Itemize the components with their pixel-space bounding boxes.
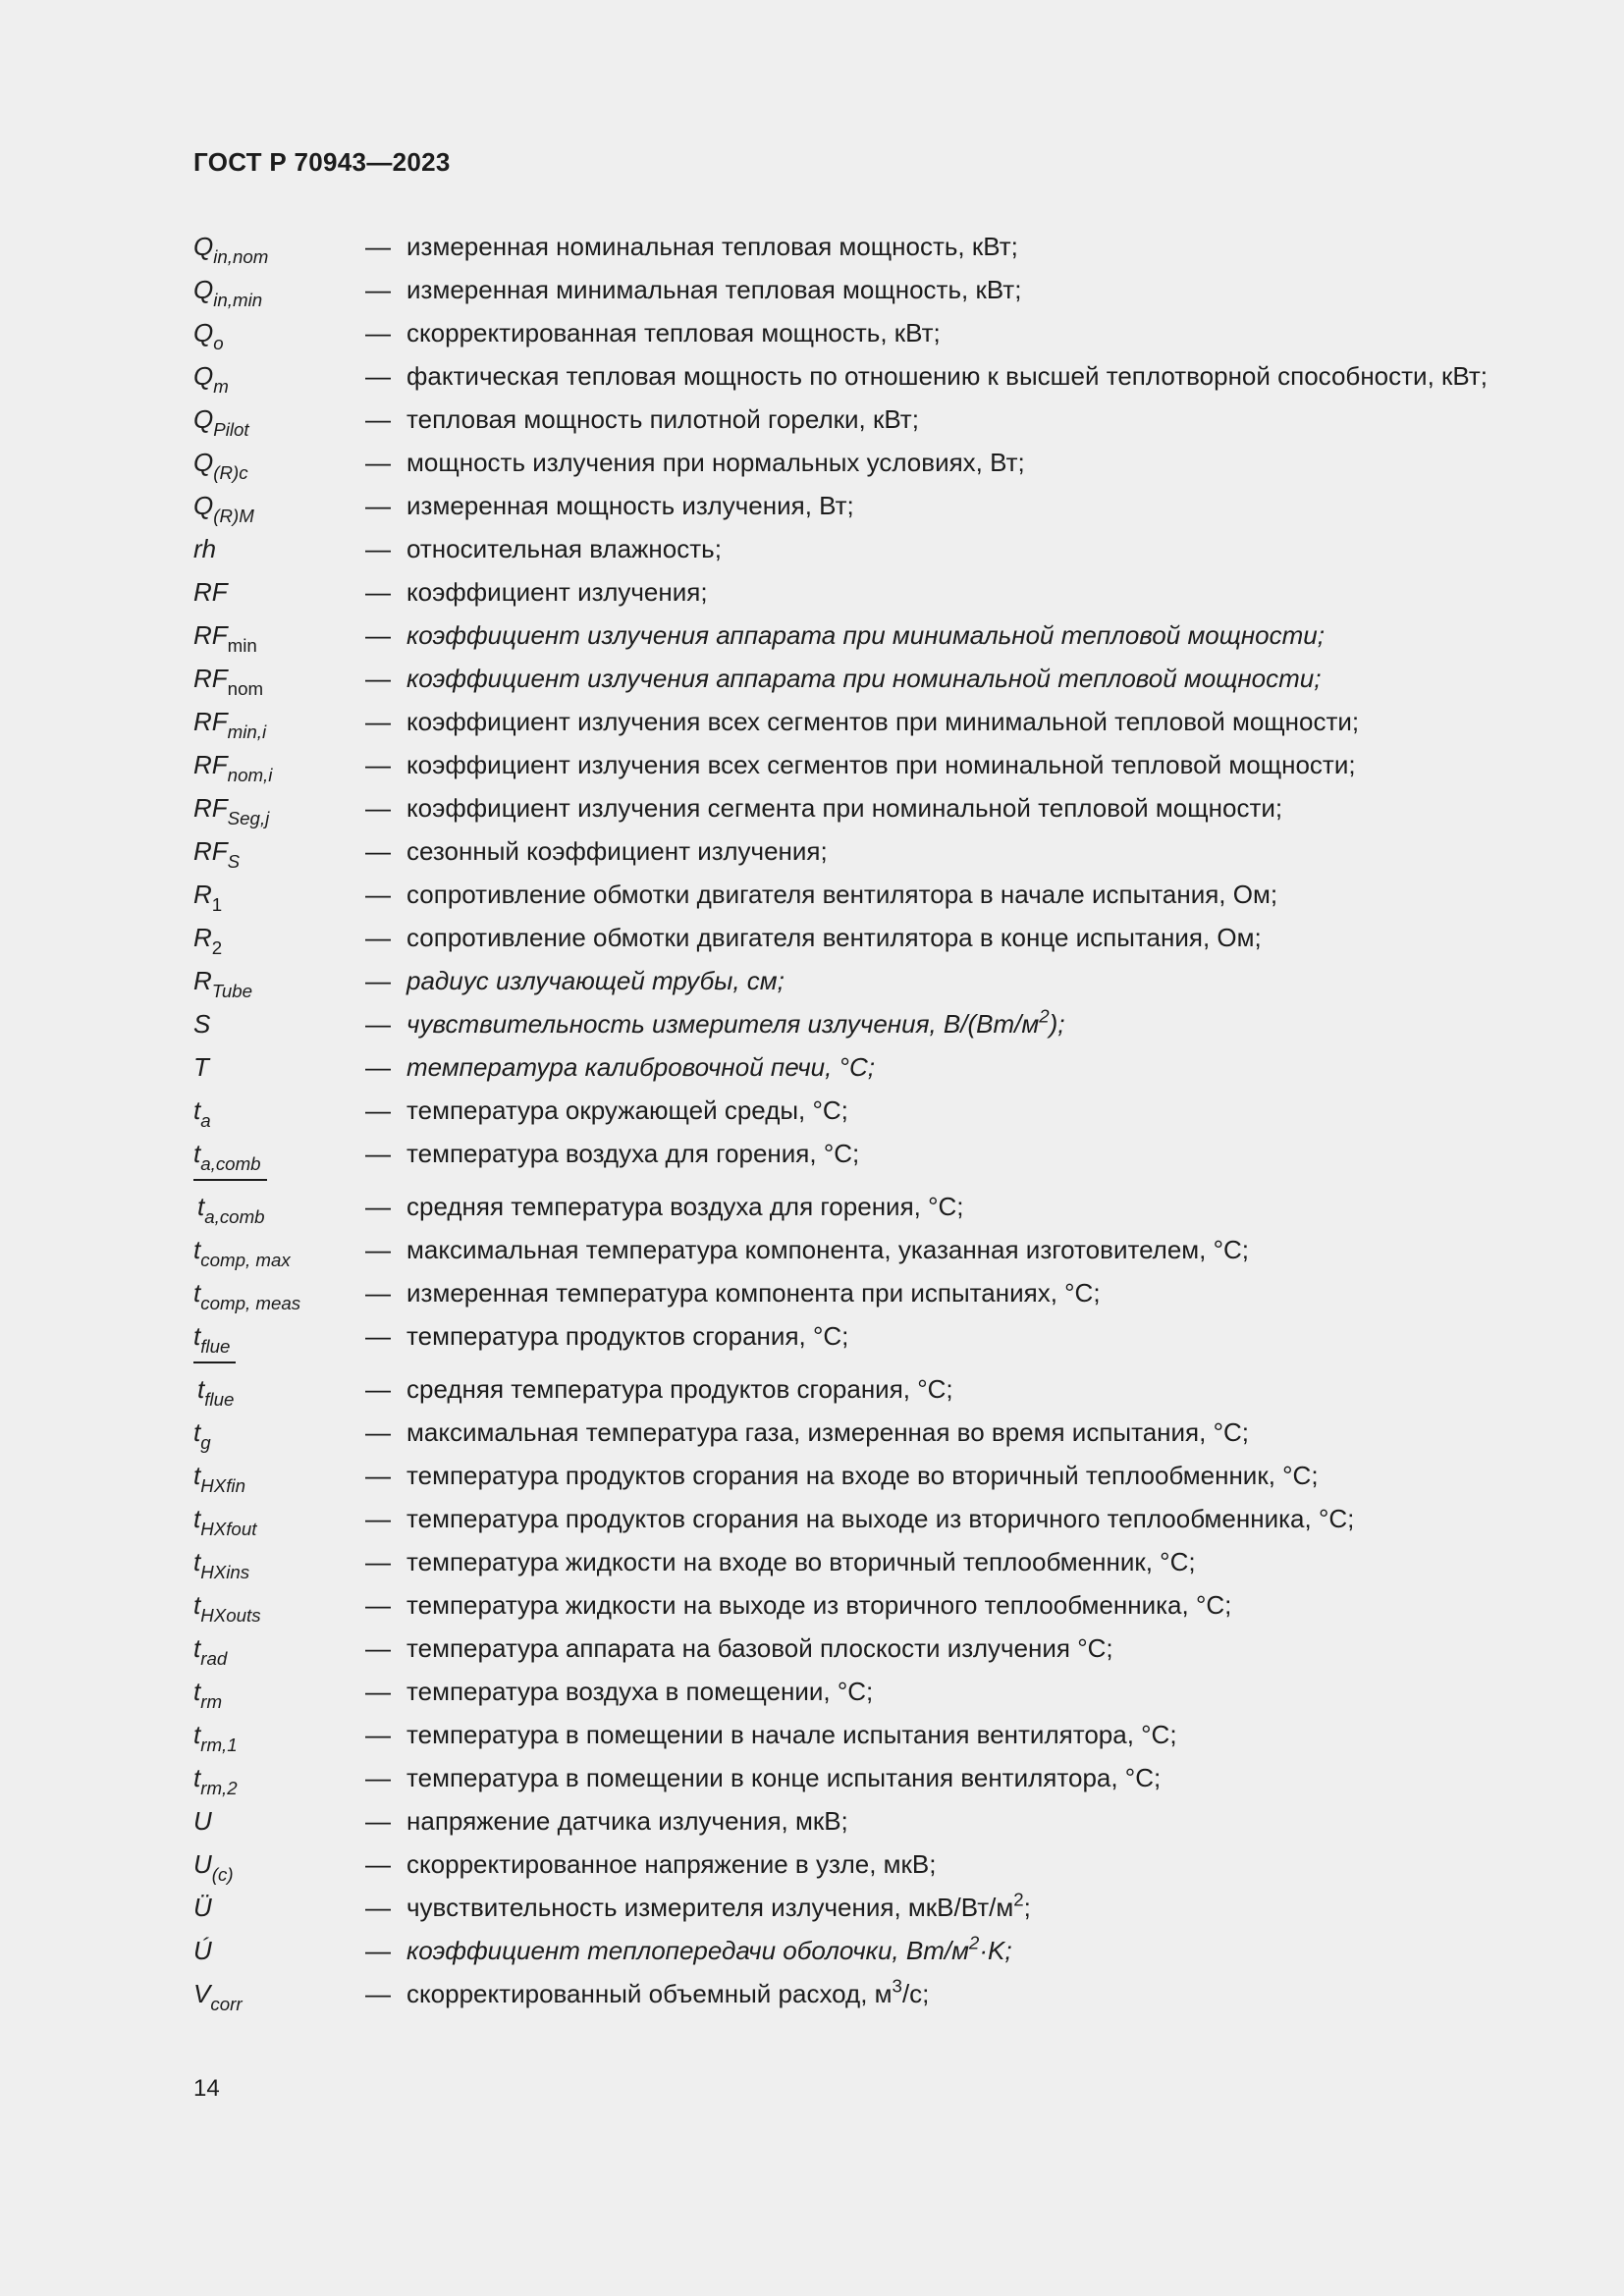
list-item [193,749,1509,785]
symbol: Ú [193,1936,212,1965]
list-item [193,1460,1509,1496]
dash: — [365,923,391,952]
list-item [193,533,1509,565]
description: температура воздуха в помещении, °С; [406,1677,874,1706]
dash: — [365,1849,391,1879]
list-item [193,447,1509,483]
symbol: $t_{rm,1}$ [193,1720,238,1755]
list-item [193,835,1509,872]
symbol: $R_2$ [193,923,223,958]
description: температура продуктов сгорания на входе во вторичный теплообменник, °С; [406,1461,1319,1490]
list-item [193,1416,1509,1453]
description: коэффициент излучения всех сегментов при минимальной тепловой мощности; [406,707,1360,736]
list-item [193,1320,1509,1357]
symbol: $Q_{Pilot}$ [193,404,249,440]
list-item [193,1848,1509,1885]
symbol: $RF_S$ [193,836,241,872]
symbol: $t_{comp, max}$ [193,1235,291,1270]
list-item [193,1360,1509,1410]
list-item [193,1632,1509,1669]
symbol: $t_{HXfout}$ [193,1504,257,1539]
dash: — [365,620,391,650]
dash: — [365,1139,391,1168]
description: коэффициент излучения; [406,577,708,607]
list-item [193,1589,1509,1626]
description: коэффициент излучения сегмента при номинальной тепловой мощности; [406,793,1283,823]
symbol: RF [193,577,228,607]
symbol: Ü [193,1893,212,1922]
list-item [193,1138,1509,1174]
dash: — [365,1979,391,2008]
description: коэффициент излучения всех сегментов при номинальной тепловой мощности; [406,750,1356,779]
description: скорректированное напряжение в узле, мкВ; [406,1849,937,1879]
symbol: $R_{Tube}$ [193,966,253,1001]
description: температура калибровочной печи, °С; [406,1052,875,1082]
dash: — [365,1936,391,1965]
symbol: $t_{HXins}$ [193,1547,250,1582]
symbol: $RF_{nom,i}$ [193,750,273,785]
list-item [193,1676,1509,1712]
dash: — [365,318,391,347]
dash: — [365,404,391,434]
page-number: 14 [193,2075,220,2102]
symbol: $t_{flue}$ [193,1321,231,1357]
symbol: $Q_o$ [193,318,224,353]
dash: — [365,966,391,995]
dash: — [365,1235,391,1264]
dash: — [365,1321,391,1351]
description: температура продуктов сгорания на выходе из вторичного теплообменника, °С; [406,1504,1355,1533]
dash: — [365,1590,391,1620]
list-item [193,403,1509,440]
list-item [193,1277,1509,1313]
description: температура в помещении в начале испытания вентилятора, °С; [406,1720,1177,1749]
list-item [193,274,1509,310]
dash: — [365,1278,391,1308]
dash: — [365,1720,391,1749]
list-item [193,1762,1509,1798]
description: тепловая мощность пилотной горелки, кВт; [406,404,919,434]
description: сезонный коэффициент излучения; [406,836,828,866]
list-item [193,1546,1509,1582]
description: максимальная температура газа, измеренная во время испытания, °С; [406,1417,1249,1447]
symbol: $Q_m$ [193,361,229,397]
description: относительная влажность; [406,534,722,563]
symbol: $RF_{nom}$ [193,664,264,699]
list-item [193,1234,1509,1270]
list-item [193,1095,1509,1131]
description: скорректированный объемный расход, $м^3/с$; [406,1975,930,2008]
description: температура в помещении в конце испытания вентилятора, °С; [406,1763,1162,1792]
symbol: $RF_{min,i}$ [193,707,267,742]
dash: — [365,1009,391,1039]
dash: — [365,1417,391,1447]
dash: — [365,1192,391,1221]
list-item [193,1719,1509,1755]
symbol: $U_{(c)}$ [193,1849,234,1885]
list-item [193,965,1509,1001]
list-item [193,490,1509,526]
list-item [193,1889,1509,1924]
symbol: $t_{a,comb}$ [193,1139,261,1174]
list-item [193,231,1509,267]
symbol: $RF_{min}$ [193,620,257,656]
page-header: ГОСТ Р 70943—2023 [193,147,451,177]
dash: — [365,1806,391,1836]
dash: — [365,664,391,693]
dash: — [365,275,391,304]
dash: — [365,750,391,779]
description: температура воздуха для горения, °С; [406,1139,860,1168]
description: температура жидкости на выходе из вторичного теплообменника, °С; [406,1590,1232,1620]
symbol: $t_{HXfin}$ [193,1461,245,1496]
dash: — [365,793,391,823]
description: радиус излучающей трубы, см; [406,966,785,995]
description: мощность излучения при нормальных условиях, Вт; [406,448,1025,477]
description: измеренная номинальная тепловая мощность, кВт; [406,232,1018,261]
symbol: $Q_{(R)M}$ [193,491,254,526]
dash: — [365,1547,391,1576]
list-item [193,879,1509,915]
list-item [193,1932,1509,1967]
symbol: $t_{rad}$ [193,1633,228,1669]
description: коэффициент теплопередачи оболочки, $Вт/м^2\cdot K$; [406,1932,1012,1965]
dash: — [365,534,391,563]
symbol: $t_{HXouts}$ [193,1590,261,1626]
dash: — [365,361,391,391]
list-item [193,1503,1509,1539]
symbol: $t_g$ [193,1417,211,1453]
dash: — [365,491,391,520]
symbol: $t_{comp, meas}$ [193,1278,301,1313]
symbol: T [193,1052,209,1082]
dash: — [365,880,391,909]
description: средняя температура продуктов сгорания, °С; [406,1374,953,1404]
list-item [193,663,1509,699]
list-item [193,576,1509,609]
description: измеренная температура компонента при испытаниях, °С; [406,1278,1101,1308]
list-item [193,792,1509,828]
list-item [193,360,1509,397]
description: коэффициент излучения аппарата при номинальной тепловой мощности; [406,664,1322,693]
symbol: $RF_{Seg,j}$ [193,793,270,828]
dash: — [365,836,391,866]
dash: — [365,232,391,261]
description: температура продуктов сгорания, °С; [406,1321,849,1351]
list-item [193,1805,1509,1838]
symbol: $t_{rm}$ [193,1677,223,1712]
list-item [193,619,1509,656]
list-item [193,1005,1509,1041]
list-item [193,1177,1509,1227]
dash: — [365,1052,391,1082]
list-item [193,706,1509,742]
description: фактическая тепловая мощность по отношению к высшей теплотворной способности, кВт; [406,361,1489,391]
description: измеренная минимальная тепловая мощность, кВт; [406,275,1022,304]
description: коэффициент излучения аппарата при минимальной тепловой мощности; [406,620,1325,650]
dash: — [365,1095,391,1125]
dash: — [365,1504,391,1533]
symbol: $Q_{in,min}$ [193,275,263,310]
symbol: $R_1$ [193,880,223,915]
description: измеренная мощность излучения, Вт; [406,491,854,520]
symbol: $t_{rm,2}$ [193,1763,238,1798]
description: скорректированная тепловая мощность, кВт; [406,318,941,347]
dash: — [365,707,391,736]
list-item [193,922,1509,958]
list-item [193,1975,1509,2014]
symbol-with-overline: $t_{a,comb}$ [193,1177,365,1223]
symbol-with-overline: $t_{flue}$ [193,1360,365,1406]
description: температура аппарата на базовой плоскости излучения °С; [406,1633,1113,1663]
dash: — [365,1461,391,1490]
description: сопротивление обмотки двигателя вентилятора в конце испытания, Ом; [406,923,1262,952]
symbol: $V_{corr}$ [193,1979,243,2014]
dash: — [365,1893,391,1922]
symbol: $Q_{(R)c}$ [193,448,248,483]
dash: — [365,1633,391,1663]
symbol: $Q_{in,nom}$ [193,232,269,267]
dash: — [365,448,391,477]
symbol: U [193,1806,212,1836]
description: температура окружающей среды, °С; [406,1095,848,1125]
description: температура жидкости на входе во вторичный теплообменник, °С; [406,1547,1196,1576]
description: чувствительность измерителя излучения, мкВ/$Вт/м^2$; [406,1889,1031,1922]
symbol-list [193,231,1509,2021]
list-item [193,1051,1509,1084]
dash: — [365,1677,391,1706]
dash: — [365,1374,391,1404]
description: максимальная температура компонента, указанная изготовителем, °С; [406,1235,1250,1264]
description: чувствительность измерителя излучения, $В/(Вт/м^2)$; [406,1005,1065,1039]
list-item [193,317,1509,353]
symbol: $t_a$ [193,1095,211,1131]
symbol: S [193,1009,211,1039]
symbol: rh [193,534,217,563]
dash: — [365,1763,391,1792]
description: сопротивление обмотки двигателя вентилятора в начале испытания, Ом; [406,880,1278,909]
description: напряжение датчика излучения, мкВ; [406,1806,848,1836]
dash: — [365,577,391,607]
description: средняя температура воздуха для горения, °С; [406,1192,964,1221]
